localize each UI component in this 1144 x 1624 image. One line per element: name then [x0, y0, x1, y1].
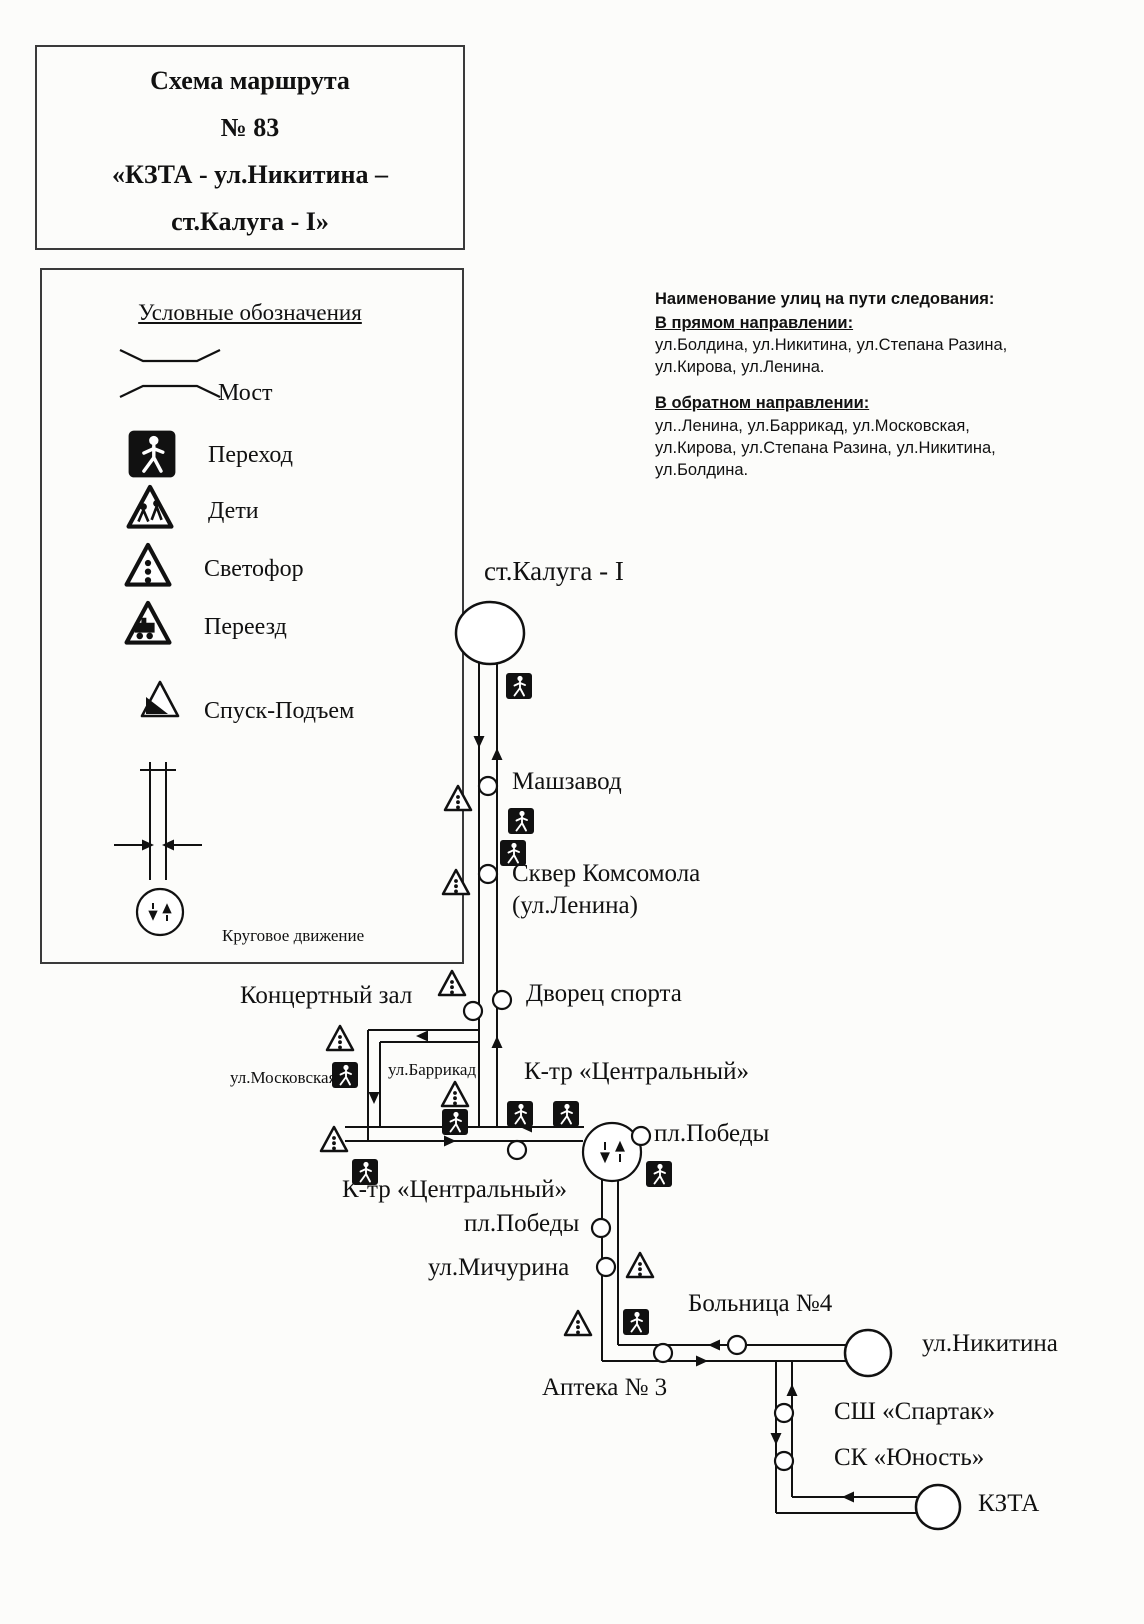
traffic-light-sign-icon — [443, 870, 469, 894]
stop-label-mashzavod: Машзавод — [512, 768, 622, 795]
street-label-moskovskaya: ул.Московская — [230, 1068, 337, 1087]
stop-label-kzta: КЗТА — [978, 1490, 1040, 1517]
backward-direction-text: ул..Ленина, ул.Баррикад, ул.Московская, ул.Кирова, ул.Степана Разина, ул.Никитина, ул.Болдина. — [655, 416, 996, 479]
stop-label-pobedy-1: пл.Победы — [654, 1120, 770, 1147]
legend-bridge-label: Мост — [218, 380, 273, 406]
backward-direction-heading: В обратном направлении: — [655, 394, 870, 413]
stop-label-kaluga1: ст.Калуга - I — [484, 556, 624, 586]
traffic-light-sign-icon — [327, 1026, 353, 1050]
stop-label-spartak: СШ «Спартак» — [834, 1398, 995, 1425]
forward-direction-text: ул.Болдина, ул.Никитина, ул.Степана Разина, ул.Кирова, ул.Ленина. — [655, 336, 1008, 377]
legend-crossing-label: Переход — [208, 442, 293, 468]
traffic-light-sign-icon — [127, 545, 170, 585]
route-name-line1: «КЗТА - ул.Никитина – — [112, 160, 388, 189]
stop-label-ktr-central-2: К-тр «Центральный» — [342, 1176, 567, 1203]
stop-ktr-central — [508, 1141, 526, 1159]
traffic-light-sign-icon — [565, 1311, 591, 1335]
legend-railroad-label: Переезд — [204, 614, 287, 640]
crossing-sign-icon — [623, 1309, 649, 1335]
traffic-light-sign-icon — [321, 1127, 347, 1151]
stop-pobedy-2 — [592, 1219, 610, 1237]
legend-title: Условные обозначения — [138, 300, 362, 325]
route-name-line2: ст.Калуга - I» — [171, 207, 329, 236]
crossing-sign-icon — [442, 1109, 468, 1135]
route-number: № 83 — [220, 113, 280, 142]
crossing-sign-icon — [508, 808, 534, 834]
stop-skver — [479, 865, 497, 883]
bridge-icon — [120, 350, 220, 397]
stop-label-skver-sub: (ул.Ленина) — [512, 892, 638, 919]
children-sign-icon — [129, 487, 172, 527]
stop-label-bolnica: Больница №4 — [688, 1290, 833, 1317]
crossing-sign-icon — [506, 673, 532, 699]
road-width-icon — [114, 762, 202, 880]
railroad-sign-icon — [127, 603, 170, 643]
scheme-title: Схема маршрута — [150, 66, 350, 95]
street-label-barrikad: ул.Баррикад — [388, 1060, 477, 1079]
legend-children-label: Дети — [208, 498, 259, 524]
stop-mashzavod — [479, 777, 497, 795]
traffic-light-sign-icon — [439, 971, 465, 995]
stop-label-michurina: ул.Мичурина — [428, 1254, 570, 1281]
stop-dvorec-1 — [464, 1002, 482, 1020]
stop-dvorec-2 — [493, 991, 511, 1009]
stop-pobedy-1 — [632, 1127, 650, 1145]
streets-info-heading: Наименование улиц на пути следования: — [655, 290, 995, 308]
stop-label-nikitina: ул.Никитина — [922, 1330, 1058, 1357]
stop-spartak — [775, 1404, 793, 1422]
stop-label-pobedy-2: пл.Победы — [464, 1210, 580, 1237]
traffic-light-sign-icon — [442, 1082, 468, 1106]
crossing-sign-icon — [553, 1101, 579, 1127]
crossing-sign-icon — [646, 1161, 672, 1187]
stop-label-skver: Сквер Комсомола — [512, 860, 701, 887]
stop-yunost — [775, 1452, 793, 1470]
stop-label-ktr-central-1: К-тр «Центральный» — [524, 1058, 749, 1085]
slope-sign-icon — [142, 682, 178, 716]
crossing-sign-icon — [129, 431, 176, 478]
stop-label-koncertny: Концертный зал — [240, 982, 413, 1009]
legend-traffic-light-label: Светофор — [204, 556, 304, 582]
terminal-nikitina — [845, 1330, 891, 1376]
traffic-light-sign-icon — [627, 1253, 653, 1277]
traffic-light-sign-icon — [445, 786, 471, 810]
terminal-kaluga1 — [456, 602, 524, 664]
stop-michurina — [597, 1258, 615, 1276]
stop-label-yunost: СК «Юность» — [834, 1444, 985, 1471]
terminal-kzta — [916, 1485, 960, 1529]
forward-direction-heading: В прямом направлении: — [655, 314, 854, 333]
stop-bolnica — [728, 1336, 746, 1354]
stop-label-dvorec: Дворец спорта — [526, 980, 682, 1007]
stop-label-apteka: Аптека № 3 — [542, 1374, 668, 1401]
road-width-arrows — [142, 840, 174, 851]
roundabout-icon — [137, 889, 183, 935]
legend-slope-label: Спуск-Подъем — [204, 698, 355, 724]
legend-roundabout-label: Круговое движение — [222, 926, 365, 945]
stop-apteka — [654, 1344, 672, 1362]
